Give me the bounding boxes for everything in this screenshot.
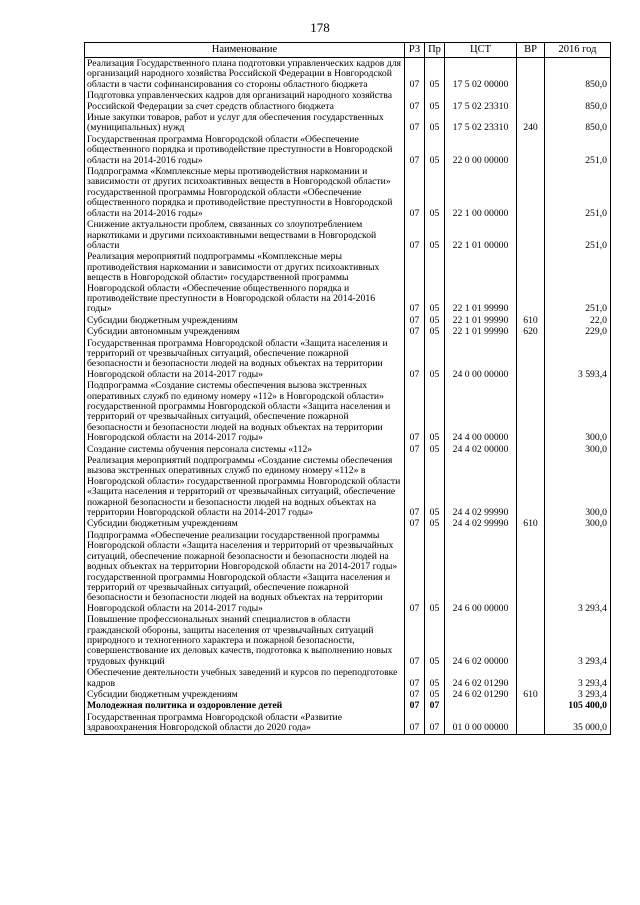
row-rz-cell: 07 [405,712,425,734]
header-rz: РЗ [405,43,425,58]
row-vr-cell [517,455,545,518]
row-cst-cell: 24 6 00 00000 [445,530,517,614]
page-number: 178 [310,20,330,35]
row-cst-cell: 22 1 00 00000 [445,166,517,219]
row-rz-cell: 07 [405,315,425,326]
row-rz-cell: 07 [405,326,425,337]
row-cst-cell: 01 0 00 00000 [445,712,517,734]
row-cst-cell: 24 6 02 01290 [445,689,517,700]
row-name-cell: Государственная программа Новгородской области «Развитие здравоохранения Новгородской области до 2020 года» [85,712,405,734]
table-row [85,134,611,166]
row-pr-cell: 07 [425,712,445,734]
row-pr-cell: 05 [425,338,445,381]
row-name-cell: Молодежная политика и оздоровление детей [85,700,405,711]
row-cst-cell: 22 1 01 99990 [445,251,517,314]
row-name-cell: Государственная программа Новгородской области «Обеспечение общественного порядка и противодействие преступности в Новгородской области на 2014-2016 годы» [85,134,405,166]
row-pr-cell: 05 [425,166,445,219]
row-cst-cell: 24 4 00 00000 [445,380,517,443]
row-vr-cell [517,667,545,689]
row-rz-cell: 07 [405,530,425,614]
header-name: Наименование [85,43,405,58]
row-pr-cell: 07 [425,700,445,711]
row-sum-cell: 251,0 [545,219,611,251]
table-row [85,689,611,700]
table-row [85,112,611,134]
row-sum-cell: 300,0 [545,380,611,443]
row-pr-cell: 05 [425,689,445,700]
row-name-cell: Субсидии бюджетным учреждениям [85,689,405,700]
row-cst-cell: 22 1 01 99990 [445,326,517,337]
row-name-cell: Реализация мероприятий подпрограммы «Создание системы обеспечения вызова экстренных оперативных служб по единому номеру «112» в Новгородской области» государственной программы Новгородской области «Защита населения и территорий от чрезвычайных ситуаций, обеспечение пожарной безопасности и безопасности людей на водных объектах на территории Новгородской области на 2014-2017 годы» [85,455,405,518]
table-header-row [85,43,611,58]
row-pr-cell: 05 [425,58,445,91]
table-row [85,338,611,381]
row-vr-cell: 620 [517,326,545,337]
row-cst-cell: 22 1 01 99990 [445,315,517,326]
row-name-cell: Реализация мероприятий подпрограммы «Комплексные меры противодействия наркомании и зависимости от других психоактивных веществ в Новгородской области» государственной программы Новгородской области «Обеспечение общественного порядка и противодействие преступности в Новгородской области на 2014-2016 годы» [85,251,405,314]
row-cst-cell: 17 5 02 00000 [445,58,517,91]
row-rz-cell: 07 [405,444,425,455]
row-name-cell: Субсидии автономным учреждениям [85,326,405,337]
row-vr-cell [517,712,545,734]
row-pr-cell: 05 [425,219,445,251]
row-rz-cell: 07 [405,134,425,166]
row-vr-cell [517,444,545,455]
row-vr-cell [517,134,545,166]
row-sum-cell: 229,0 [545,326,611,337]
row-name-cell: Подпрограмма «Создание системы обеспечения вызова экстренных оперативных служб по единому номеру «112» в Новгородской области» государственной программы Новгородской области «Защита населения и территорий от чрезвычайных ситуаций, обеспечение пожарной безопасности и безопасности людей на водных объектах на территории Новгородской области на 2014-2017 годы» [85,380,405,443]
row-rz-cell: 07 [405,219,425,251]
table-row [85,530,611,614]
row-pr-cell: 05 [425,455,445,518]
table-body [85,58,611,735]
row-sum-cell: 35 000,0 [545,712,611,734]
row-vr-cell [517,166,545,219]
row-pr-cell: 05 [425,134,445,166]
row-rz-cell: 07 [405,166,425,219]
row-cst-cell: 24 6 02 00000 [445,614,517,667]
header-year: 2016 год [545,43,611,58]
row-sum-cell: 850,0 [545,58,611,91]
row-pr-cell: 05 [425,667,445,689]
row-vr-cell: 610 [517,518,545,529]
row-name-cell: Субсидии бюджетным учреждениям [85,518,405,529]
row-name-cell: Подготовка управленческих кадров для организаций народного хозяйства Российской Федерации за счет средств областного бюджета [85,90,405,112]
row-name-cell: Снижение актуальности проблем, связанных со злоупотреблением наркотиками и другими психоактивными веществами в Новгородской области [85,219,405,251]
row-vr-cell [517,219,545,251]
row-name-cell: Подпрограмма «Обеспечение реализации государственной программы Новгородской области «Защита населения и территорий от чрезвычайных ситуаций, обеспечение пожарной безопасности и безопасности людей на водных объектах на территории Новгородской области на 2014-2017 годы» государственной программы Новгородской области «Защита населения и территорий от чрезвычайных ситуаций, обеспечение пожарной безопасности и безопасности людей на водных объектах на территории Новгородской области на 2014-2017 годы» [85,530,405,614]
row-sum-cell: 3 293,4 [545,530,611,614]
row-sum-cell: 3 293,4 [545,614,611,667]
row-rz-cell: 07 [405,614,425,667]
table-row [85,518,611,529]
row-vr-cell [517,338,545,381]
row-sum-cell: 300,0 [545,444,611,455]
row-rz-cell: 07 [405,380,425,443]
row-name-cell: Подпрограмма «Комплексные меры противодействия наркомании и зависимости от других психоактивных веществ в Новгородской области» государственной программы Новгородской области «Обеспечение общественного порядка и противодействие преступности в Новгородской области на 2014-2016 годы» [85,166,405,219]
row-cst-cell: 22 0 00 00000 [445,134,517,166]
row-cst-cell: 17 5 02 23310 [445,112,517,134]
row-sum-cell: 105 400,0 [545,700,611,711]
row-rz-cell: 07 [405,251,425,314]
row-name-cell: Государственная программа Новгородской области «Защита населения и территорий от чрезвычайных ситуаций, обеспечение пожарной безопасности и безопасности людей на водных объектах на территории Новгородской области на 2014-2017 годы» [85,338,405,381]
row-pr-cell: 05 [425,326,445,337]
row-cst-cell: 17 5 02 23310 [445,90,517,112]
table-row [85,667,611,689]
row-pr-cell: 05 [425,251,445,314]
table-row [85,455,611,518]
row-sum-cell: 3 293,4 [545,689,611,700]
row-rz-cell: 07 [405,58,425,91]
row-pr-cell: 05 [425,90,445,112]
row-pr-cell: 05 [425,614,445,667]
table-row [85,58,611,91]
row-rz-cell: 07 [405,700,425,711]
row-sum-cell: 3 293,4 [545,667,611,689]
row-vr-cell [517,251,545,314]
table-row [85,712,611,734]
row-vr-cell [517,380,545,443]
row-rz-cell: 07 [405,455,425,518]
row-vr-cell: 610 [517,315,545,326]
row-rz-cell: 07 [405,689,425,700]
table-row [85,614,611,667]
row-vr-cell [517,58,545,91]
row-rz-cell: 07 [405,518,425,529]
row-sum-cell: 300,0 [545,518,611,529]
table-row [85,90,611,112]
row-pr-cell: 05 [425,380,445,443]
row-cst-cell: 24 4 02 99990 [445,455,517,518]
table-row [85,219,611,251]
row-sum-cell: 22,0 [545,315,611,326]
row-vr-cell: 610 [517,689,545,700]
row-sum-cell: 850,0 [545,112,611,134]
row-name-cell: Реализация Государственного плана подготовки управленческих кадров для организаций народного хозяйства Российской Федерации в Новгородской области в части софинансирования со стороны областного бюджета [85,58,405,91]
budget-table [84,42,611,735]
row-rz-cell: 07 [405,667,425,689]
table-row [85,700,611,711]
row-vr-cell [517,700,545,711]
header-pr: Пр [425,43,445,58]
row-sum-cell: 850,0 [545,90,611,112]
row-cst-cell: 22 1 01 00000 [445,219,517,251]
row-sum-cell: 251,0 [545,251,611,314]
row-sum-cell: 3 593,4 [545,338,611,381]
row-cst-cell: 24 6 02 01290 [445,667,517,689]
row-sum-cell: 251,0 [545,134,611,166]
header-cst: ЦСТ [445,43,517,58]
row-sum-cell: 300,0 [545,455,611,518]
row-name-cell: Обеспечение деятельности учебных заведений и курсов по переподготовке кадров [85,667,405,689]
row-rz-cell: 07 [405,338,425,381]
row-rz-cell: 07 [405,90,425,112]
table-row [85,251,611,314]
table-row [85,380,611,443]
row-pr-cell: 05 [425,444,445,455]
row-vr-cell [517,90,545,112]
row-cst-cell [445,700,517,711]
row-pr-cell: 05 [425,530,445,614]
row-cst-cell: 24 4 02 99990 [445,518,517,529]
row-vr-cell: 240 [517,112,545,134]
row-vr-cell [517,614,545,667]
row-pr-cell: 05 [425,315,445,326]
header-vr: ВР [517,43,545,58]
row-rz-cell: 07 [405,112,425,134]
row-cst-cell: 24 4 02 00000 [445,444,517,455]
row-name-cell: Создание системы обучения персонала системы «112» [85,444,405,455]
row-cst-cell: 24 0 00 00000 [445,338,517,381]
row-name-cell: Субсидии бюджетным учреждениям [85,315,405,326]
row-name-cell: Иные закупки товаров, работ и услуг для обеспечения государственных (муниципальных) нужд [85,112,405,134]
table-row [85,444,611,455]
row-sum-cell: 251,0 [545,166,611,219]
row-pr-cell: 05 [425,112,445,134]
row-name-cell: Повышение профессиональных знаний специалистов в области гражданской обороны, защиты населения от чрезвычайных ситуаций природного и техногенного характера и пожарной безопасности, совершенствование их деловых качеств, подготовка к выполнению новых трудовых функций [85,614,405,667]
row-vr-cell [517,530,545,614]
table-row [85,315,611,326]
row-pr-cell: 05 [425,518,445,529]
table-row [85,166,611,219]
table-row [85,326,611,337]
